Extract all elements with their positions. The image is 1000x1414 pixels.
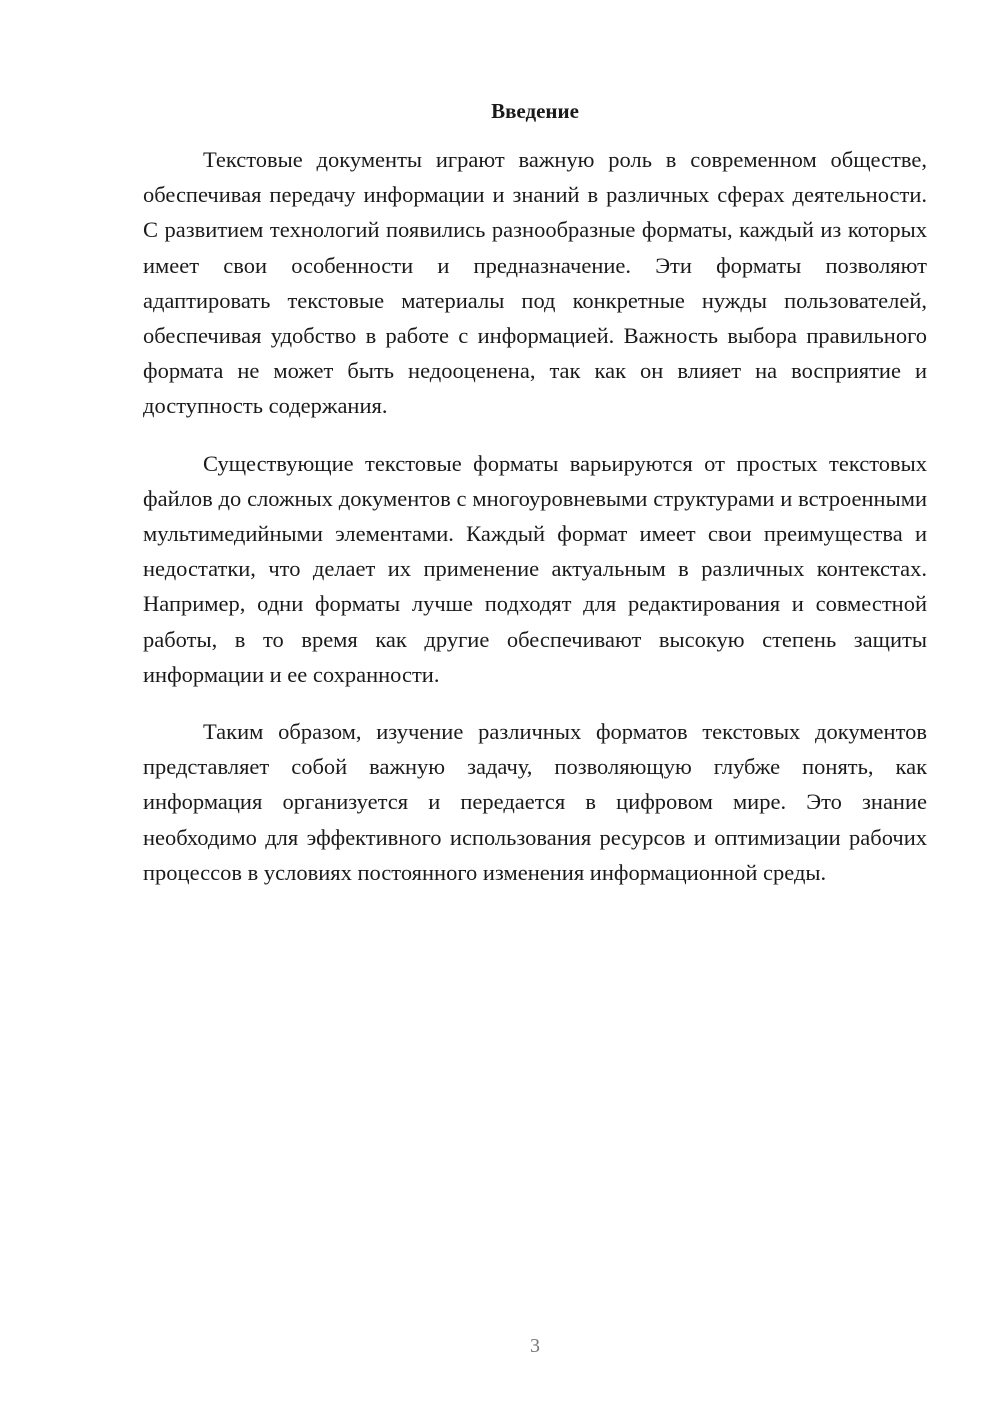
body-text [143, 142, 927, 912]
paragraph-1: Текстовые документы играют важную роль в современном обществе, обеспечивая передачу информации и знаний в различных сферах деятельности. С развитием технологий появились разнообразные форматы, каждый из которых имеет свои особенности и предназначение. Эти форматы позволяют адаптировать текстовые материалы под конкретные нужды пользователей, обеспечивая удобство в работе с информацией. Важность выбора правильного формата не может быть недооценена, так как он влияет на восприятие и доступность содержания. [143, 147, 927, 419]
paragraph-2: Существующие текстовые форматы варьируются от простых текстовых файлов до сложных документов с многоуровневыми структурами и встроенными мультимедийными элементами. Каждый формат имеет свои преимущества и недостатки, что делает их применение актуальным в различных контекстах. Например, одни форматы лучше подходят для редактирования и совместной работы, в то время как другие обеспечивают высокую степень защиты информации и ее сохранности. [143, 450, 927, 687]
page-number: 3 [530, 1335, 540, 1357]
paragraph-3: Таким образом, изучение различных форматов текстовых документов представляет собой важную задачу, позволяющую глубже понять, как информация организуется и передается в цифровом мире. Это знание необходимо для эффективного использования ресурсов и оптимизации рабочих процессов в условиях постоянного изменения информационной среды. [143, 719, 927, 885]
section-heading: Введение [491, 99, 579, 123]
